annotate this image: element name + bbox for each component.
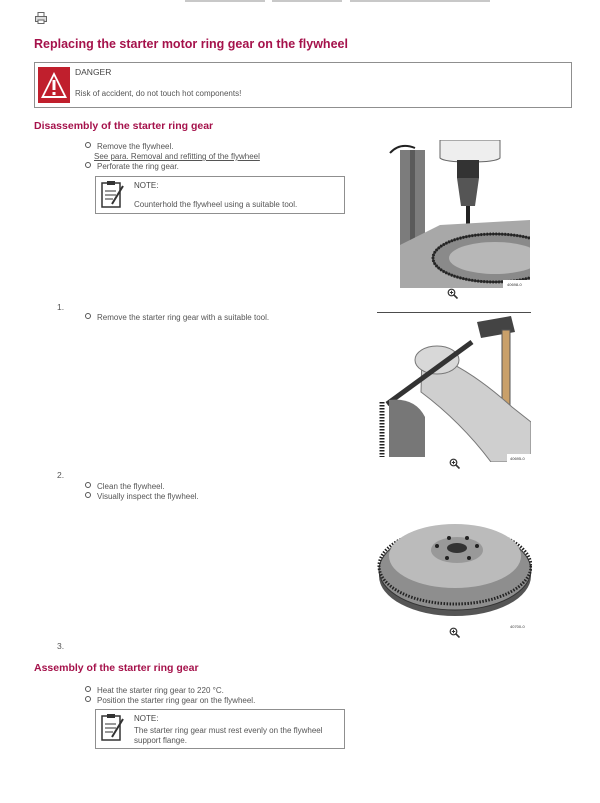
image-code: 40695-0: [510, 456, 525, 461]
step-number: 3.: [57, 641, 65, 651]
image-code: 40698-0: [507, 282, 522, 287]
printer-icon[interactable]: [35, 12, 47, 24]
note-label: NOTE:: [134, 714, 159, 723]
note-text: Counterhold the flywheel using a suitable tool.: [134, 200, 298, 209]
page-title: Replacing the starter motor ring gear on the flywheel: [34, 37, 348, 51]
danger-text: Risk of accident, do not touch hot components!: [75, 89, 242, 98]
danger-label: DANGER: [75, 67, 112, 77]
zoom-magnifier-icon[interactable]: [449, 458, 460, 469]
removing-ring-gear-photo: [377, 312, 531, 462]
zoom-magnifier-icon[interactable]: [449, 627, 460, 638]
zoom-magnifier-icon[interactable]: [447, 288, 458, 299]
step-number: 2.: [57, 470, 65, 480]
warning-triangle-icon: [38, 67, 70, 103]
flywheel-removal-link[interactable]: See para. Removal and refitting of the flywheel: [94, 152, 260, 161]
note-clipboard-icon: [99, 713, 126, 743]
assembly-heading: Assembly of the starter ring gear: [34, 662, 199, 674]
top-edge-rule: [0, 0, 600, 4]
list-item: Visually inspect the flywheel.: [85, 492, 199, 501]
list-item: Position the starter ring gear on the flywheel.: [85, 696, 255, 705]
drilling-flywheel-photo: [385, 140, 530, 288]
note-label: NOTE:: [134, 181, 159, 190]
disassembly-heading: Disassembly of the starter ring gear: [34, 120, 214, 132]
note-box: [95, 709, 345, 749]
note-text: The starter ring gear must rest evenly on the flywheel support flange.: [134, 726, 323, 745]
list-item: Perforate the ring gear.: [85, 162, 179, 171]
list-item: Heat the starter ring gear to 220 °C.: [85, 686, 224, 695]
danger-box: [34, 62, 572, 108]
list-item: Clean the flywheel.: [85, 482, 165, 491]
note-clipboard-icon: [99, 180, 126, 210]
flywheel-photo: [377, 508, 532, 630]
image-code: 40700-0: [510, 624, 525, 629]
step-number: 1.: [57, 302, 65, 312]
list-item: Remove the starter ring gear with a suitable tool.: [85, 313, 269, 322]
list-item: Remove the flywheel.: [85, 142, 173, 151]
note-box: [95, 176, 345, 214]
